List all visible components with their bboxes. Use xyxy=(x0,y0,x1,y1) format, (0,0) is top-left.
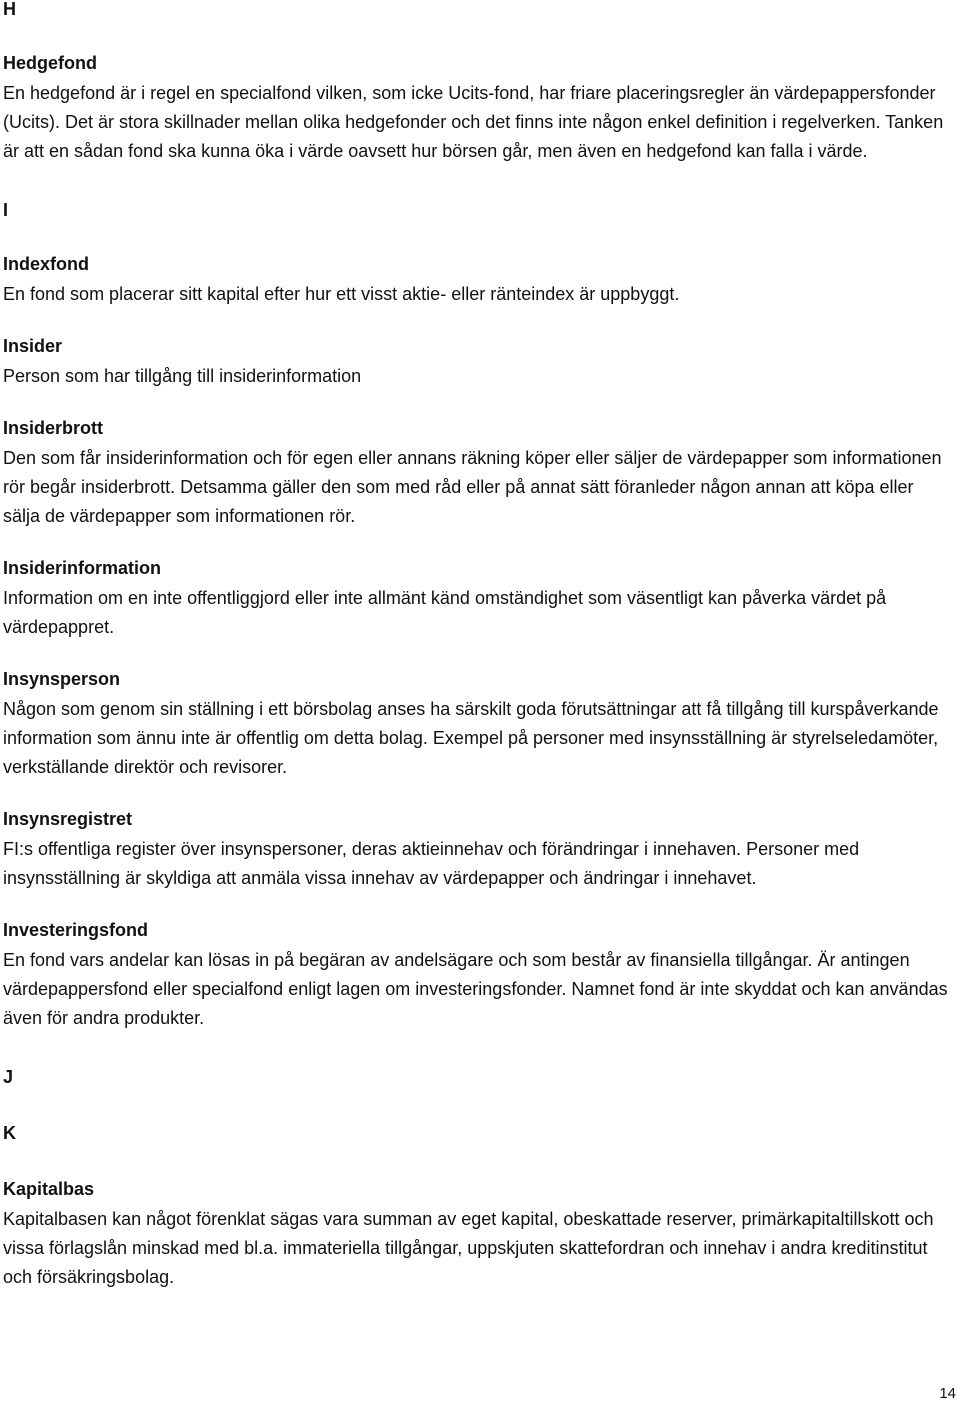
entry-investeringsfond xyxy=(3,920,953,1033)
definition-insider: Person som har tillgång till insiderinformation xyxy=(3,366,362,386)
term-insider: Insider xyxy=(3,336,63,356)
term-hedgefond: Hedgefond xyxy=(3,53,97,73)
entry-insiderinformation xyxy=(3,558,953,642)
entry-hedgefond xyxy=(3,53,953,166)
entry-kapitalbas xyxy=(3,1179,953,1292)
definition-kapitalbas: Kapitalbasen kan något förenklat sägas vara summan av eget kapital, obeskattade reserver, primärkapitaltillskott och vissa förlagslån minskad med bl.a. immateriella tillgångar, uppskjuten skattefordran och innehav i andra kreditinstitut och försäkringsbolag. xyxy=(3,1209,934,1287)
term-insynsperson: Insynsperson xyxy=(3,669,121,689)
letter-heading-i: I xyxy=(3,200,9,220)
page-number: 14 xyxy=(939,1385,956,1402)
entry-insynsregistret xyxy=(3,809,953,893)
definition-insiderinformation: Information om en inte offentliggjord eller inte allmänt känd omständighet som väsentligt kan påverka värdet på värdepappret. xyxy=(3,588,887,637)
definition-indexfond: En fond som placerar sitt kapital efter hur ett visst aktie- eller ränteindex är uppbyggt. xyxy=(3,284,680,304)
entry-insider xyxy=(3,336,953,391)
term-kapitalbas: Kapitalbas xyxy=(3,1179,95,1199)
definition-investeringsfond: En fond vars andelar kan lösas in på begäran av andelsägare och som består av finansiella tillgångar. Är antingen värdepappersfond eller specialfond enligt lagen om investeringsfonder. Namnet fond är inte skyddat och kan användas även för andra produkter. xyxy=(3,950,948,1028)
term-insiderinformation: Insiderinformation xyxy=(3,558,162,578)
term-investeringsfond: Investeringsfond xyxy=(3,920,149,940)
letter-heading-k: K xyxy=(3,1123,16,1143)
glossary-page xyxy=(3,0,953,1292)
definition-hedgefond: En hedgefond är i regel en specialfond vilken, som icke Ucits-fond, har friare placeringsregler än värdepappersfonder (Ucits). Det är stora skillnader mellan olika hedgefonder och det finns inte någon enkel definition i regelverken. Tanken är att en sådan fond ska kunna öka i värde oavsett hur börsen går, men även en hedgefond kan falla i värde. xyxy=(3,83,944,161)
term-indexfond: Indexfond xyxy=(3,254,89,274)
term-insiderbrott: Insiderbrott xyxy=(3,418,104,438)
term-insynsregistret: Insynsregistret xyxy=(3,809,133,829)
definition-insynsperson: Någon som genom sin ställning i ett börsbolag anses ha särskilt goda förutsättningar att få tillgång till kurspåverkande information som ännu inte är offentlig om detta bolag. Exempel på personer med insynsställning är styrelseledamöter, verkställande direktör och revisorer. xyxy=(3,699,939,777)
entry-insynsperson xyxy=(3,669,953,782)
entry-indexfond xyxy=(3,254,953,309)
letter-heading-h: H xyxy=(3,0,16,19)
letter-heading-j: J xyxy=(3,1067,14,1087)
entry-insiderbrott xyxy=(3,418,953,531)
definition-insynsregistret: FI:s offentliga register över insynspersoner, deras aktieinnehav och förändringar i innehaven. Personer med insynsställning är skyldiga att anmäla vissa innehav av värdepapper och ändringar i innehavet. xyxy=(3,839,860,888)
definition-insiderbrott: Den som får insiderinformation och för egen eller annans räkning köper eller säljer de värdepapper som informationen rör begår insiderbrott. Detsamma gäller den som med råd eller på annat sätt föranleder någon annan att köpa eller sälja de värdepapper som informationen rör. xyxy=(3,448,942,526)
